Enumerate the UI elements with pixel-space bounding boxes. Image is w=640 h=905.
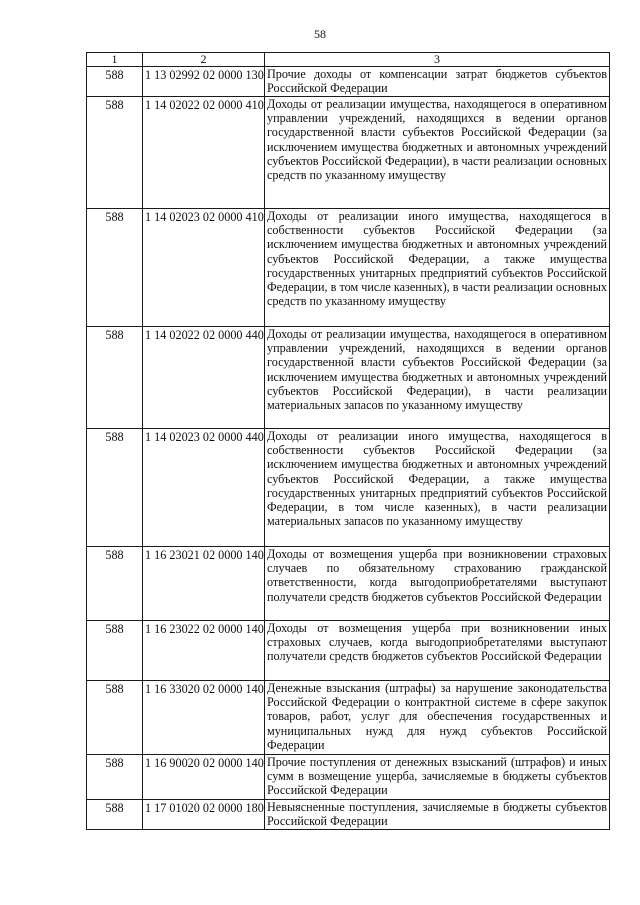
revenue-code-cell: 1 16 23022 02 0000 140	[143, 621, 265, 681]
table-row	[87, 547, 610, 621]
revenue-name-cell: Доходы от реализации иного имущества, находящегося в собственности субъектов Российской Федерации (за исключением имущества бюджетных и автономных учреждений субъектов Российской Федерации, а также имущества государственных унитарных предприятий субъектов Российской Федерации, в том числе казенных), в части реализации материальных запасов по указанному имуществу	[265, 429, 610, 547]
header-col-2: 2	[143, 53, 265, 67]
admin-code-cell: 588	[87, 755, 143, 800]
revenue-code-cell: 1 16 23021 02 0000 140	[143, 547, 265, 621]
revenue-code-cell: 1 16 90020 02 0000 140	[143, 755, 265, 800]
revenue-code-cell: 1 14 02022 02 0000 440	[143, 327, 265, 429]
revenue-name-cell: Доходы от возмещения ущерба при возникновении иных страховых случаев, когда выгодоприобретателями выступают получатели средств бюджетов субъектов Российской Федерации	[265, 621, 610, 681]
admin-code-cell: 588	[87, 209, 143, 327]
revenue-name-cell: Доходы от реализации имущества, находящегося в оперативном управлении учреждений, находящихся в ведении органов государственной власти субъектов Российской Федерации (за исключением имущества бюджетных и автономных учреждений субъектов Российской Федерации), в части реализации основных средств по указанному имуществу	[265, 97, 610, 209]
table-row	[87, 97, 610, 209]
revenue-code-cell: 1 14 02022 02 0000 410	[143, 97, 265, 209]
table-row	[87, 67, 610, 97]
revenue-name-cell: Прочие доходы от компенсации затрат бюджетов субъектов Российской Федерации	[265, 67, 610, 97]
page-number: 58	[314, 27, 326, 41]
admin-code-cell: 588	[87, 621, 143, 681]
admin-code-cell: 588	[87, 97, 143, 209]
revenue-code-cell: 1 13 02992 02 0000 130	[143, 67, 265, 97]
table-row	[87, 681, 610, 755]
revenue-code-cell: 1 17 01020 02 0000 180	[143, 800, 265, 830]
admin-code-cell: 588	[87, 547, 143, 621]
admin-code-cell: 588	[87, 800, 143, 830]
revenue-name-cell: Доходы от реализации иного имущества, находящегося в собственности субъектов Российской Федерации (за исключением имущества бюджетных и автономных учреждений субъектов Российской Федерации, а также имущества государственных унитарных предприятий субъектов Российской Федерации, в том числе казенных), в части реализации основных средств по указанному имуществу	[265, 209, 610, 327]
header-row	[87, 53, 610, 67]
table-row	[87, 755, 610, 800]
admin-code-cell: 588	[87, 67, 143, 97]
table-row	[87, 621, 610, 681]
table-body	[87, 67, 610, 830]
revenue-name-cell: Доходы от реализации имущества, находящегося в оперативном управлении учреждений, находящихся в ведении органов государственной власти субъектов Российской Федерации (за исключением имущества бюджетных и автономных учреждений субъектов Российской Федерации), в части реализации материальных запасов по указанному имуществу	[265, 327, 610, 429]
revenue-code-cell: 1 16 33020 02 0000 140	[143, 681, 265, 755]
revenue-codes-table	[86, 52, 610, 830]
revenue-name-cell: Прочие поступления от денежных взысканий (штрафов) и иных сумм в возмещение ущерба, зачисляемые в бюджеты субъектов Российской Федерации	[265, 755, 610, 800]
revenue-name-cell: Невыясненные поступления, зачисляемые в бюджеты субъектов Российской Федерации	[265, 800, 610, 830]
table-row	[87, 209, 610, 327]
revenue-code-cell: 1 14 02023 02 0000 410	[143, 209, 265, 327]
admin-code-cell: 588	[87, 429, 143, 547]
admin-code-cell: 588	[87, 681, 143, 755]
revenue-name-cell: Доходы от возмещения ущерба при возникновении страховых случаев по обязательному страхованию гражданской ответственности, когда выгодоприобретателями выступают получатели средств бюджетов субъектов Российской Федерации	[265, 547, 610, 621]
header-col-3: 3	[265, 53, 610, 67]
revenue-name-cell: Денежные взыскания (штрафы) за нарушение законодательства Российской Федерации о контрактной системе в сфере закупок товаров, работ, услуг для обеспечения государственных и муниципальных нужд для нужд субъектов Российской Федерации	[265, 681, 610, 755]
header-col-1: 1	[87, 53, 143, 67]
table-row	[87, 327, 610, 429]
table-row	[87, 800, 610, 830]
table-row	[87, 429, 610, 547]
table-header	[87, 53, 610, 67]
revenue-code-cell: 1 14 02023 02 0000 440	[143, 429, 265, 547]
admin-code-cell: 588	[87, 327, 143, 429]
